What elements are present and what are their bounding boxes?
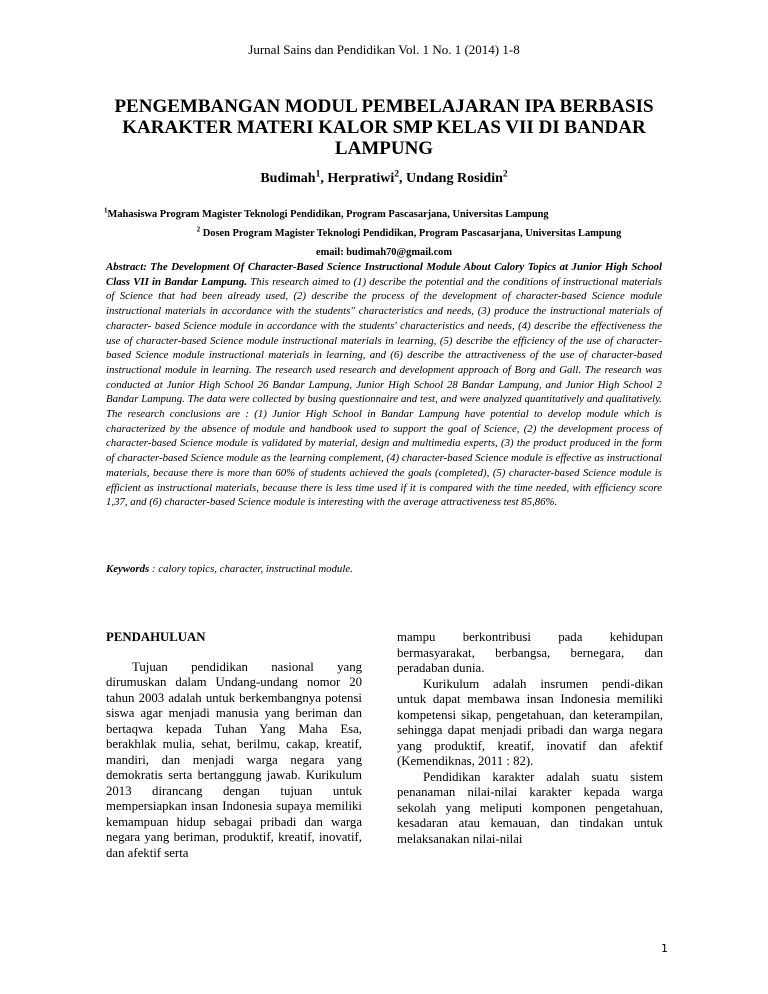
keywords-label: Keywords (106, 563, 150, 575)
author-name: Undang Rosidin (406, 171, 503, 186)
title-line-1: PENGEMBANGAN MODUL PEMBELAJARAN IPA BERBASIS (114, 96, 654, 117)
title-line-2: KARAKTER MATERI KALOR SMP KELAS VII DI BANDAR (122, 117, 646, 138)
body-paragraph: Kurikulum adalah insrumen pendi-dikan untuk dapat membawa insan Indonesia memiliki kompetensi sikap, pengetahuan, dan keterampilan, sehingga dapat menjadi pribadi dan warga negara yang produktif, kreatif, inovatif dan afektif (Kemendiknas, 2011 : 82). (397, 676, 663, 768)
keywords-text: : calory topics, character, instructinal module. (149, 563, 353, 575)
affiliation-2 (100, 224, 668, 243)
affiliation-1 (100, 205, 668, 224)
title-line-3: LAMPUNG (334, 138, 434, 159)
left-column (106, 630, 362, 861)
author-separator: , (320, 171, 328, 186)
abstract-label-title: Abstract: The Development Of Character-Based Science Instructional Module About Calory Topics at Junior High School Class VII in Bandar Lampung. (106, 261, 662, 288)
author-affil-mark: 2 (502, 169, 508, 180)
abstract (106, 260, 662, 510)
author-name: Herpratiwi (327, 171, 395, 186)
affiliation-text: Dosen Program Magister Teknologi Pendidikan, Program Pascasarjana, Universitas Lampung (200, 228, 622, 239)
author-list (0, 171, 768, 187)
body-paragraph: Pendidikan karakter adalah suatu sistem penanaman nilai-nilai karakter kepada warga sekolah yang meliputi komponen pengetahuan, kesadaran atau kemauan, dan tindakan untuk melaksanakan nilai-nilai (397, 769, 663, 846)
affil-mark: 1 (104, 206, 108, 215)
author-affil-mark: 1 (315, 169, 321, 180)
right-column (397, 630, 663, 847)
keywords (106, 563, 662, 575)
body-paragraph: mampu berkontribusi pada kehidupan bermasyarakat, berbangsa, bernegara, dan peradaban dunia. (397, 630, 663, 675)
author-name: Budimah (260, 171, 316, 186)
affiliations (100, 205, 668, 262)
affil-mark: 2 (196, 225, 201, 234)
author-affil-mark: 2 (394, 169, 399, 180)
page-number: 1 (661, 942, 668, 955)
abstract-body: This research aimed to (1) describe the potential and the conditions of instructional materials of Science that had been already used, (2) describe the process of the development of character-based Science module instructional materials in accordance with the students" characteristics and needs, (3) produce the instructional materials of character- based Science module in accordance with the students' characteristics and needs, (4) describe the effectiveness the use of character-based Science module instructional materials in learning, (5) describe the efficiency of the use of character-based Science module instructional materials in learning, and (6) describe the attractiveness of the use of character-based instructional module in learning. The research used research and development approach of Borg and Gall. The research was conducted at Junior High School 26 Bandar Lampung, Junior High School 28 Bandar Lampung, and Junior High School 2 Bandar Lampung. The data were collected by busing questionnaire and test, and were analyzed quantitatively and qualitatively. The research conclusions are : (1) Junior High School in Bandar Lampung have potential to develop module which is characterized by the absence of module and handbook used to support the goal of Science, (2) the development process of character-based Science module is validated by material, design and multimedia experts, (3) the product produced in the form of character-based Science module as the learning complement, (4) character-based Science module is effective as instructional materials, because there is more than 60% of students achieved the goals (completed), (5) character-based Science module is efficient as instructional materials, because there is less time used if it is compared with the time needed, with efficiency score 1,37, and (6) character-based Science module is interesting with the average attractiveness test 85,86%. (106, 275, 662, 509)
paper-title (96, 96, 672, 159)
contact-email: email: budimah70@gmail.com (315, 247, 453, 258)
affiliation-text: Mahasiswa Program Magister Teknologi Pendidikan, Program Pascasarjana, Universitas Lampung (107, 209, 549, 220)
body-paragraph: Tujuan pendidikan nasional yang dirumuskan dalam Undang-undang nomor 20 tahun 2003 adalah untuk berkembangnya potensi siswa agar menjadi manusia yang beriman dan bertaqwa kepada Tuhan Yang Maha Esa, berakhlak mulia, sehat, berilmu, cakap, kreatif, mandiri, dan menjadi warga negara yang demokratis serta bertanggung jawab. Kurikulum 2013 dirancang dengan tujuan untuk mempersiapkan insan Indonesia supaya memiliki kemampuan hidup sebagai pribadi dan warga negara yang beriman, produktif, kreatif, inovatif, dan afektif serta (106, 659, 362, 860)
author-separator: , (399, 171, 406, 186)
section-heading: PENDAHULUAN (106, 630, 206, 644)
running-header: Jurnal Sains dan Pendidikan Vol. 1 No. 1 (2014) 1-8 (248, 42, 520, 57)
